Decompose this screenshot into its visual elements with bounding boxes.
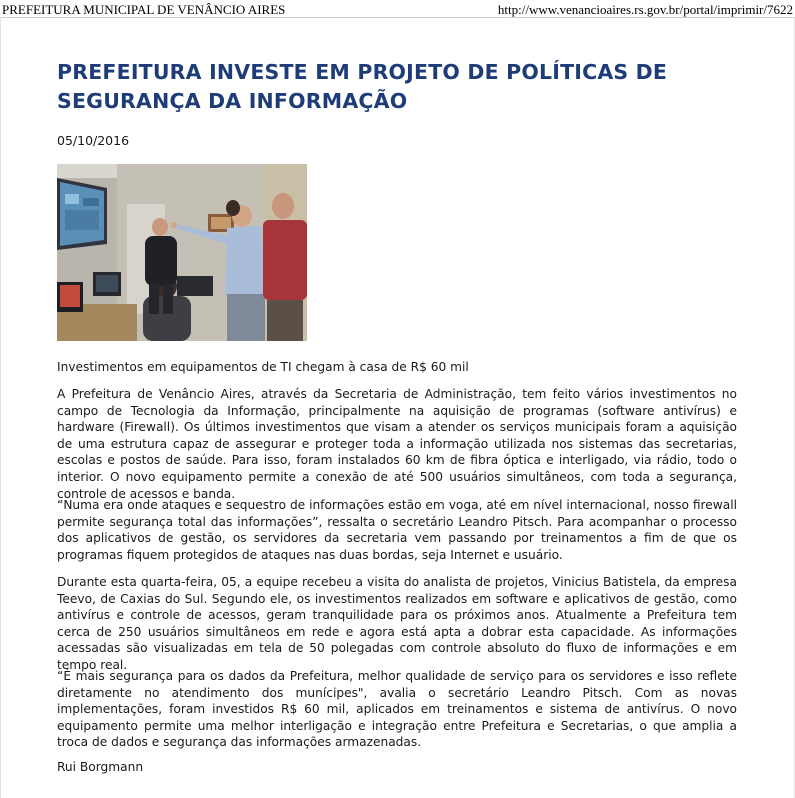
paragraph-text: “É mais segurança para os dados da Prefeitura, melhor qualidade de serviço para os servidores e isso reflete diretamente no atendimento dos munícipes", avalia o secretário Leandro Pitsch. Com as novas implementações, foram investidos R$ 60 mil, aplicados em treinamentos e sistema de antivírus. O novo equipamento permite uma melhor interligação e integração entre Prefeitura e Secretarias, o que amplia a troca de dados e segurança das informações armazenadas. [57, 669, 737, 750]
site-name: PREFEITURA MUNICIPAL DE VENÂNCIO AIRES [2, 2, 286, 17]
article-title: PREFEITURA INVESTE EM PROJETO DE POLÍTICAS DE SEGURANÇA DA INFORMAÇÃO [57, 60, 668, 113]
photo-caption: Investimentos em equipamentos de TI chegam à casa de R$ 60 mil [57, 360, 469, 374]
article-date: 05/10/2016 [57, 133, 130, 148]
paragraph-text: A Prefeitura de Venâncio Aires, através da Secretaria de Administração, tem feito vários investimentos no campo de Tecnologia da Informação, principalmente na aquisição de programas (software antivírus) e hardware (Firewall). Os últimos investimentos que visam a atender os serviços municipais foram a aquisição de uma estrutura capaz de assegurar e proteger toda a informação utilizada nos sistemas das secretarias, escolas e postos de saúde. Para isso, foram instalados 60 km de fibra óptica e interligado, via rádio, todo o interior. O novo equipamento permite a conexão de até 500 usuários simultâneos, com toda a segurança, controle de acessos e banda. [57, 387, 737, 501]
article-paragraph-1 [57, 386, 737, 502]
print-header [0, 0, 795, 18]
article-photo [57, 164, 307, 341]
article-paragraph-3 [57, 574, 737, 674]
article-author: Rui Borgmann [57, 760, 144, 774]
photo-illustration [57, 164, 307, 341]
article-paragraph-2 [57, 497, 737, 563]
page-url: http://www.venancioaires.rs.gov.br/portal/imprimir/7622 [497, 2, 793, 17]
article-paragraph-4 [57, 668, 737, 751]
paragraph-text: “Numa era onde ataques e sequestro de informações estão em voga, até em nível internacional, nosso firewall permite segurança total das informações”, ressalta o secretário Leandro Pitsch. Para acompanhar o processo dos aplicativos de gestão, os servidores da secretaria vem passando por treinamentos a fim de que os programas fiquem protegidos de ataques nas duas bordas, seja Internet e usuário. [57, 498, 737, 562]
paragraph-text: Durante esta quarta-feira, 05, a equipe recebeu a visita do analista de projetos, Vinicius Batistela, da empresa Teevo, de Caxias do Sul. Segundo ele, os investimentos realizados em software e aplicativos de gestão, como antivírus e controle de acessos, geram tranquilidade para os próximos anos. Atualmente a Prefeitura tem cerca de 250 usuários simultâneos em rede e agora está apta a dobrar esta capacidade. As informações acessadas são visualizadas em tela de 50 polegadas com controle absoluto do fluxo de informações e em tempo real. [57, 575, 737, 672]
